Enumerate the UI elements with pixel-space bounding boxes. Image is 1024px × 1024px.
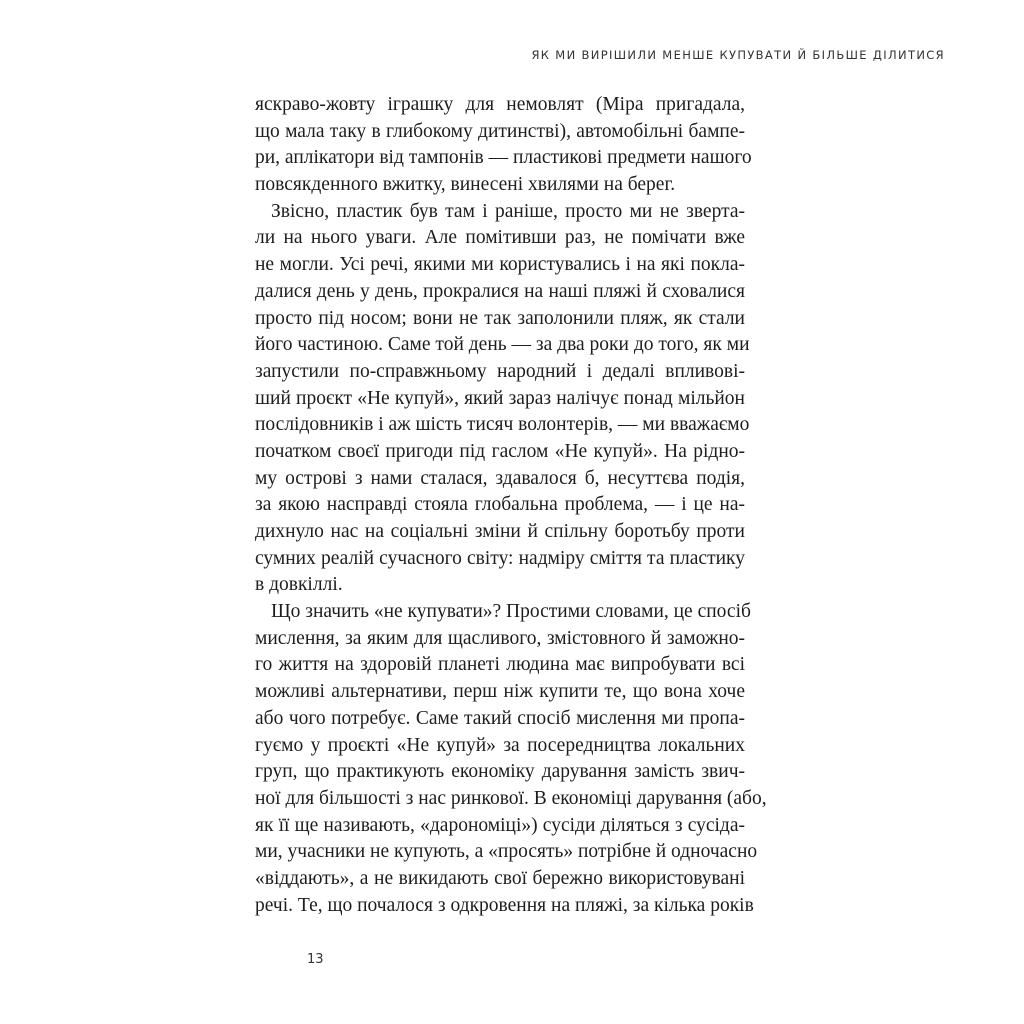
text-line: гуємо у проєкті «Не купуй» за посередництва локальних: [255, 734, 745, 756]
text-line: го життя на здоровій планеті людина має випробувати всі: [255, 654, 745, 676]
text-line: або чого потребує. Саме такий спосіб мислення ми пропа-: [255, 707, 745, 729]
text-line: ший проєкт «Не купуй», який зараз налічує понад мільйон: [255, 387, 745, 409]
text-line: далися день у день, прокралися на наші пляжі й сховалися: [255, 280, 745, 302]
text-line: «віддають», а не викидають свої бережно використовувані: [255, 867, 745, 889]
text-line: ми, учасники не купують, а «просять» потрібне й одночасно: [255, 841, 758, 863]
text-line: мислення, за яким для щасливого, змістовного й заможно-: [255, 627, 745, 649]
page-number: 13: [307, 952, 324, 967]
text-line: просто під носом; вони не так заполонили пляж, як стали: [255, 307, 745, 329]
text-line: му острові з нами сталася, здавалося б, несуттєва подія,: [255, 467, 745, 489]
text-line: груп, що практикують економіку дарування замість звич-: [255, 761, 745, 783]
text-line: ної для більшості з нас ринкової. В економіці дарування (або,: [255, 787, 767, 809]
text-line: за якою насправді стояла глобальна проблема, — і це на-: [255, 494, 745, 516]
text-line: що мала таку в глибокому дитинстві), автомобільні бампе-: [255, 120, 745, 142]
text-line: початком своєї пригоди під гаслом «Не купуй». На рідно-: [255, 440, 745, 462]
text-line: ли на нього уваги. Але помітивши раз, не помічати вже: [255, 227, 745, 249]
text-line: не могли. Усі речі, якими ми користувались і на які покла-: [255, 254, 745, 276]
text-line: повсякденного вжитку, винесені хвилями на берег.: [255, 174, 676, 196]
body-text: [255, 92, 767, 919]
text-line: ри, аплікатори від тампонів — пластикові предмети нашого: [255, 147, 752, 169]
text-line: його частиною. Саме той день — за два роки до того, як ми: [255, 334, 750, 356]
text-line: можливі альтернативи, перш ніж купити те, що вона хоче: [255, 681, 745, 703]
text-line: яскраво-жовту іграшку для немовлят (Міра пригадала,: [255, 94, 745, 115]
text-line: Звісно, пластик був там і раніше, просто ми не зверта-: [271, 200, 745, 222]
text-line: в довкіллі.: [255, 574, 343, 596]
text-line: сумних реалій сучасного світу: надміру сміття та пластику: [255, 547, 745, 569]
text-line: запустили по-справжньому народний і дедалі впливові-: [255, 360, 745, 382]
text-line: дихнуло нас на соціальні зміни й спільну боротьбу проти: [255, 521, 745, 542]
running-head: ЯК МИ ВИРІШИЛИ МЕНШЕ КУПУВАТИ Й БІЛЬШЕ ДІЛИТИСЯ: [531, 48, 945, 62]
text-line: речі. Те, що почалося з одкровення на пляжі, за кілька років: [255, 894, 754, 916]
text-line: Що значить «не купувати»? Простими словами, це спосіб: [271, 601, 751, 623]
text-line: послідовників і аж шість тисяч волонтерів, — ми вважаємо: [255, 414, 750, 436]
text-line: як її ще називають, «дарономіці») сусіди діляться з сусіда-: [255, 814, 745, 836]
